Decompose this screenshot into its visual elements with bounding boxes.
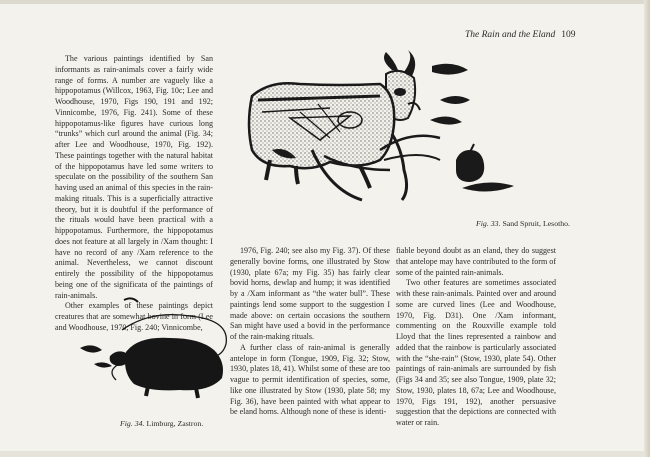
- figure-34-label: Fig. 34.: [120, 419, 145, 428]
- paragraph: Two other features are sometimes associated with these rain-animals. Painted over and around some are curved lines (Lee and Woodhouse, 1970, Fig. D31). One /Xam informant, commenting on the Rouxville example told Lloyd that the lines represented a rainbow and added that the rainbow is particularly associated with the “she-rain” (Stow, 1930, plate 54). Other paintings of rain-animals are surrounded by fish (Figs 34 and 35; see also Tongue, 1909, plate 32; Stow, 1930, plates 18, 67a; Lee and Woodhouse, 1970, Figs 191, 192), another persuasive suggestion that the depictions are connected with water or rain.: [396, 278, 556, 427]
- paragraph: A further class of rain-animal is generally antelope in form (Tongue, 1909, Fig. 32; Stow, 1930, plates 18, 41). Whilst some of these are too vague to permit identification of species, some, like one illustrated by Stow (1930, plate 58; my Fig. 36), have been painted with what appear to be eland horns. Although none of these is identi-: [230, 342, 390, 417]
- figure-34-caption: [120, 419, 203, 428]
- paragraph: fiable beyond doubt as an eland, they do suggest that antelope may have contributed to the form of some of the painted rain-animals.: [396, 246, 556, 277]
- figure-33-place: Sand Spruit, Lesotho.: [502, 219, 571, 228]
- paragraph: 1976, Fig. 240; see also my Fig. 37). Of these generally bovine forms, one illustrated by Stow (1930, plate 67a; my Fig. 35) has fairly clear bovid horns, dewlap and hump; it was identified by a /Xam informant as “the water bull”. These paintings lend some support to the suggestion I made above: on certain occasions the southern San might have used a bovid in the performance of the rain-making rituals.: [230, 246, 390, 341]
- figure-34-place: Limburg, Zastron.: [146, 419, 204, 428]
- figure-33-label: Fig. 33.: [476, 219, 501, 228]
- paragraph: Other examples of these paintings depict creatures that are somewhat bovine in form (Lee and Woodhouse, 1970, Fig. 240; Vinnicombe,: [55, 301, 213, 332]
- running-title: The Rain and the Eland: [465, 30, 556, 40]
- paragraph: The various paintings identified by San informants as rain-animals cover a fairly wide range of forms. A number are vaguely like a hippopotamus (Willcox, 1963, Fig. 10c; Lee and Woodhouse, 1970, Figs 190, 191 and 192; Vinnicombe, 1976, Fig. 241). Some of these hippopotamus-like figures have curious long “trunks” which curl around the animal (Fig. 34; after Lee and Woodhouse, 1970, Fig. 192). These paintings together with the natural habitat of the hippopotamus have led some writers to speculate on the possibility of the southern San having used an animal of this species in the rain-making rituals. This is a superficially attractive theory, but it is doubtful if the performance of the rituals would have been practical with a hippopotamus. Furthermore, the hippopotamus does not feature at all largely in /Xam thought: I have no record of any /Xam reference to the animal. Nevertheless, we cannot discount entirely the possibility of the hippopotamus being one of the significata of the paintings of rain-animals.: [55, 54, 213, 300]
- page-number: 109: [561, 30, 576, 40]
